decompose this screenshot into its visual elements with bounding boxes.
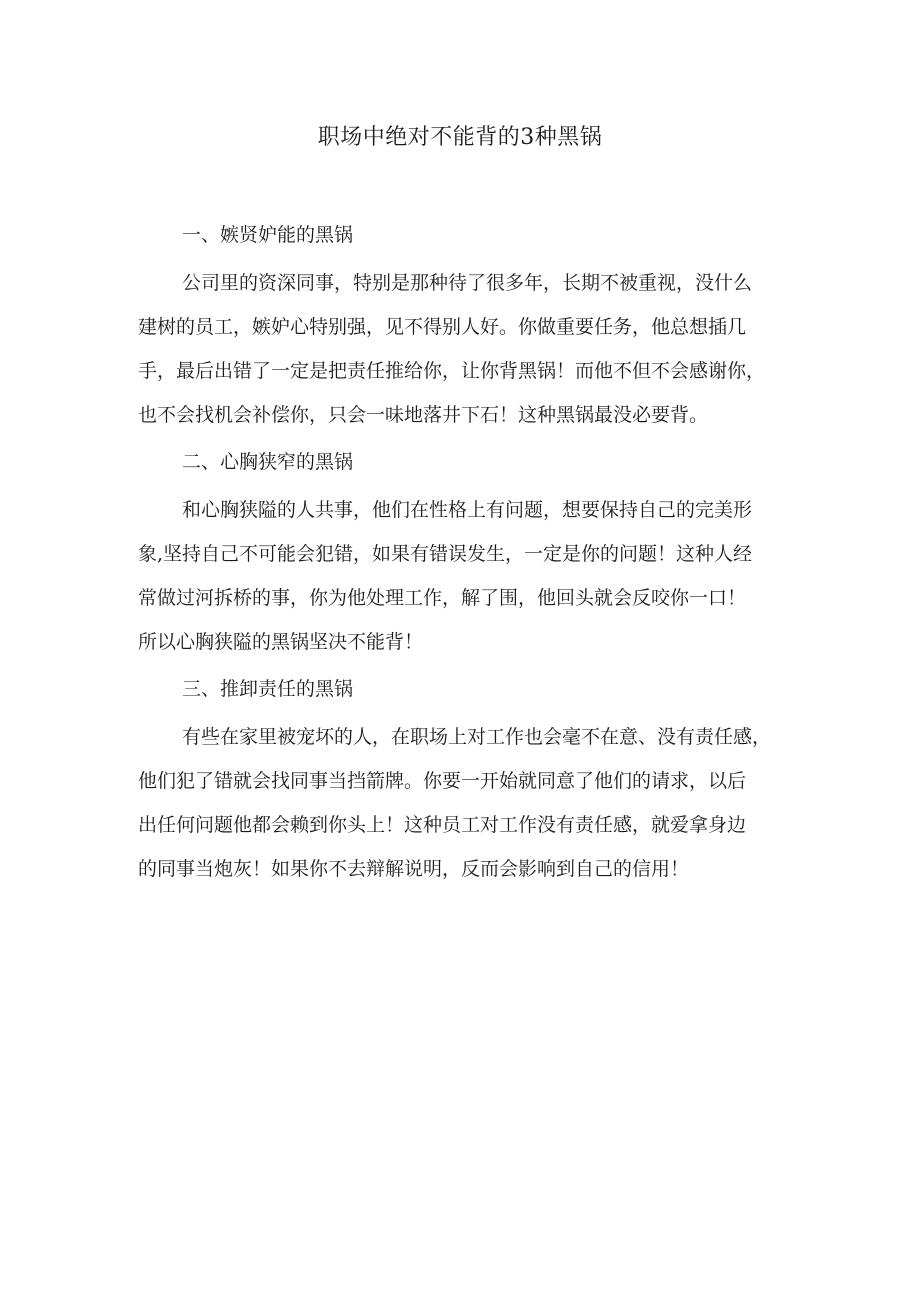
paragraph-line: 出任何问题他都会赖到你头上！这种员工对工作没有责任感，就爱拿身边	[138, 814, 747, 836]
paragraph-line: 所以心胸狭隘的黑锅坚决不能背！	[138, 631, 424, 653]
section-heading-1: 一、嫉贤妒能的黑锅	[182, 224, 354, 246]
paragraph-line: 有些在家里被宠坏的人，在职场上对工作也会毫不在意、没有责任感，	[182, 726, 772, 748]
paragraph-line: 他们犯了错就会找同事当挡箭牌。你要一开始就同意了他们的请求，以后	[138, 770, 747, 792]
section-paragraph-3	[138, 715, 792, 891]
paragraph-line: 建树的员工，嫉妒心特别强，见不得别人好。你做重要任务，他总想插几	[138, 316, 747, 338]
paragraph-line: 也不会找机会补偿你，只会一味地落井下石！这种黑锅最没必要背。	[138, 404, 709, 426]
section-paragraph-1	[138, 261, 792, 437]
section-heading-2: 二、心胸狭窄的黑锅	[182, 451, 354, 473]
document-title: 职场中绝对不能背的3种黑锅	[317, 125, 603, 150]
document-body	[138, 210, 792, 891]
paragraph-line: 常做过河拆桥的事，你为他处理工作，解了围，他回头就会反咬你一口！	[138, 587, 747, 609]
paragraph-line: 公司里的资深同事，特别是那种待了很多年，长期不被重视，没什么	[182, 272, 753, 294]
paragraph-line: 手，最后出错了一定是把责任推给你，让你背黑锅！而他不但不会感谢你，	[138, 360, 766, 382]
paragraph-line: 和心胸狭隘的人共事，他们在性格上有问题，想要保持自己的完美形	[182, 499, 753, 521]
section-paragraph-2	[138, 488, 792, 664]
section-heading-3: 三、推卸责任的黑锅	[182, 678, 354, 700]
paragraph-line: 的同事当炮灰！如果你不去辩解说明，反而会影响到自己的信用！	[138, 858, 690, 880]
paragraph-line: 象,坚持自己不可能会犯错，如果有错误发生，一定是你的问题！这种人经	[138, 543, 753, 565]
